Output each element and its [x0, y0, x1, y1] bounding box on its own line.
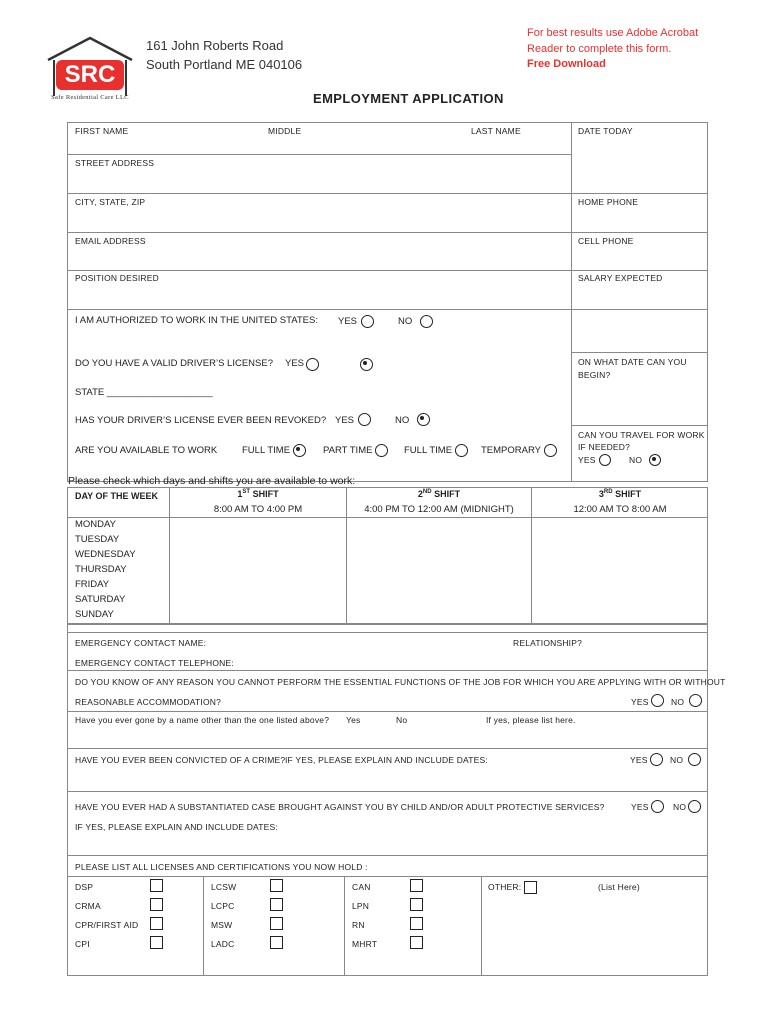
city-state-zip-field[interactable]	[72, 209, 567, 229]
crime-yes-radio[interactable]	[650, 753, 663, 766]
licenses-title: PLEASE LIST ALL LICENSES AND CERTIFICATIONS YOU NOW HOLD :	[75, 862, 368, 872]
license-checkbox[interactable]	[270, 879, 283, 892]
cell-phone-field[interactable]	[575, 248, 705, 268]
emergency-contact-phone-field[interactable]	[230, 655, 700, 669]
home-phone-field[interactable]	[575, 209, 705, 229]
protective-yes-radio[interactable]	[651, 800, 664, 813]
license-yes-radio[interactable]	[306, 358, 319, 371]
revoked-question: HAS YOUR DRIVER’S LICENSE EVER BEEN REVOKED?	[75, 415, 327, 426]
other-name-list-label: If yes, please list here.	[486, 715, 576, 725]
protective-no-label: NO	[673, 802, 687, 812]
authorized-no-label: NO	[398, 316, 413, 327]
license-no-radio[interactable]	[360, 358, 373, 371]
shift-availability-cell[interactable]	[170, 594, 344, 608]
shift-availability-cell[interactable]	[170, 519, 344, 533]
shift-3-time: 12:00 AM TO 8:00 AM	[573, 504, 667, 515]
other-license-field[interactable]	[488, 898, 704, 972]
shift-availability-cell[interactable]	[532, 519, 706, 533]
authorized-question: I AM AUTHORIZED TO WORK IN THE UNITED STATES:	[75, 315, 318, 326]
email-address-field[interactable]	[72, 248, 567, 268]
revoked-no-label: NO	[395, 415, 410, 426]
list-here-label: (List Here)	[598, 882, 640, 892]
authorized-yes-radio[interactable]	[361, 315, 374, 328]
license-label: DSP	[75, 882, 94, 892]
revoked-yes-radio[interactable]	[358, 413, 371, 426]
other-license-checkbox[interactable]	[524, 881, 537, 894]
shift-availability-cell[interactable]	[170, 564, 344, 578]
emergency-contact-phone-label: EMERGENCY CONTACT TELEPHONE:	[75, 658, 234, 668]
license-checkbox[interactable]	[270, 936, 283, 949]
notice-line-2: Reader to complete this form.	[527, 43, 672, 55]
license-label: CPI	[75, 939, 90, 949]
available-temporary-label: TEMPORARY	[481, 445, 542, 456]
day-of-week-header: DAY OF THE WEEK	[75, 491, 159, 501]
day-label: THURSDAY	[75, 564, 127, 575]
shift-availability-cell[interactable]	[347, 549, 529, 563]
shift-availability-cell[interactable]	[347, 579, 529, 593]
license-checkbox[interactable]	[410, 898, 423, 911]
protective-explain-label: IF YES, PLEASE EXPLAIN AND INCLUDE DATES:	[75, 822, 278, 832]
first-name-label: FIRST NAME	[75, 126, 129, 136]
other-license-label: OTHER:	[488, 882, 522, 892]
reason-question-line-1: DO YOU KNOW OF ANY REASON YOU CANNOT PERFORM THE ESSENTIAL FUNCTIONS OF THE JOB FOR WHICH YOU ARE APPLYING WITH OR WITHOUT	[75, 677, 726, 687]
license-checkbox[interactable]	[410, 936, 423, 949]
street-address-label: STREET ADDRESS	[75, 158, 155, 168]
license-checkbox[interactable]	[410, 879, 423, 892]
shift-availability-cell[interactable]	[170, 609, 344, 623]
shift-3-name: 3RD SHIFT	[598, 489, 642, 499]
shifts-intro: Please check which days and shifts you are available to work:	[68, 475, 356, 487]
protective-explain-field[interactable]	[72, 834, 702, 852]
shift-availability-cell[interactable]	[347, 519, 529, 533]
last-name-label: LAST NAME	[471, 126, 521, 136]
start-date-field[interactable]	[575, 382, 705, 422]
position-desired-field[interactable]	[72, 285, 567, 305]
middle-label: MIDDLE	[268, 126, 302, 136]
shift-availability-cell[interactable]	[170, 549, 344, 563]
license-question: DO YOU HAVE A VALID DRIVER’S LICENSE?	[75, 358, 273, 369]
license-label: MHRT	[352, 939, 378, 949]
license-yes-label: YES	[285, 358, 305, 369]
salary-expected-label: SALARY EXPECTED	[578, 273, 663, 283]
shift-availability-cell[interactable]	[532, 594, 706, 608]
other-name-field[interactable]	[72, 728, 702, 746]
shift-availability-cell[interactable]	[347, 594, 529, 608]
other-name-yes[interactable]: Yes	[346, 715, 361, 725]
shift-availability-cell[interactable]	[532, 564, 706, 578]
crime-yes-label: YES	[630, 755, 648, 765]
shift-availability-cell[interactable]	[347, 534, 529, 548]
protective-yes-label: YES	[631, 802, 649, 812]
day-label: SUNDAY	[75, 609, 114, 620]
date-today-field[interactable]	[575, 138, 705, 188]
available-full-time-label: FULL TIME	[242, 445, 291, 456]
travel-no-label: NO	[629, 455, 643, 465]
shift-1-time: 8:00 AM TO 4:00 PM	[213, 504, 303, 515]
protective-no-radio[interactable]	[688, 800, 701, 813]
shift-availability-cell[interactable]	[532, 579, 706, 593]
shift-2-name: 2ND SHIFT	[417, 489, 461, 499]
license-label: LCPC	[211, 901, 235, 911]
license-checkbox[interactable]	[410, 917, 423, 930]
crime-explain-field[interactable]	[72, 768, 702, 788]
home-phone-label: HOME PHONE	[578, 197, 639, 207]
license-label: MSW	[211, 920, 233, 930]
reason-no-radio[interactable]	[689, 694, 702, 707]
relationship-label: RELATIONSHIP?	[513, 638, 583, 648]
license-checkbox[interactable]	[150, 917, 163, 930]
address-line-1: 161 John Roberts Road	[146, 38, 284, 53]
revoked-yes-label: YES	[335, 415, 355, 426]
logo	[40, 34, 140, 106]
protective-question: HAVE YOU EVER HAD A SUBSTANTIATED CASE BROUGHT AGAINST YOU BY CHILD AND/OR ADULT PROTECTIVE SERVICES?	[75, 802, 605, 812]
start-date-label-1: ON WHAT DATE CAN YOU	[578, 357, 687, 367]
license-label: RN	[352, 920, 365, 930]
license-label: CAN	[352, 882, 371, 892]
shift-availability-cell[interactable]	[532, 609, 706, 623]
license-label: LPN	[352, 901, 370, 911]
logo-caption: Safe Residential Care LLC	[51, 94, 129, 101]
day-label: TUESDAY	[75, 534, 120, 545]
available-full-time-radio[interactable]	[293, 444, 306, 457]
license-label: LCSW	[211, 882, 237, 892]
license-checkbox[interactable]	[150, 879, 163, 892]
shift-availability-cell[interactable]	[347, 609, 529, 623]
free-download-link[interactable]: Free Download	[527, 58, 606, 70]
available-full-time-2-label: FULL TIME	[404, 445, 453, 456]
travel-yes-radio[interactable]	[599, 454, 611, 466]
authorized-yes-label: YES	[338, 316, 358, 327]
crime-no-radio[interactable]	[688, 753, 701, 766]
license-label: CPR/FIRST AID	[75, 920, 139, 930]
email-address-label: EMAIL ADDRESS	[75, 236, 146, 246]
date-today-label: DATE TODAY	[578, 126, 633, 136]
license-checkbox[interactable]	[150, 898, 163, 911]
cell-phone-label: CELL PHONE	[578, 236, 634, 246]
license-checkbox[interactable]	[270, 898, 283, 911]
logo-text: SRC	[64, 61, 116, 88]
reason-yes-radio[interactable]	[651, 694, 664, 707]
available-full-time-2-radio[interactable]	[455, 444, 468, 457]
other-name-no[interactable]: No	[396, 715, 408, 725]
reason-no-label: NO	[671, 697, 685, 707]
page-title: EMPLOYMENT APPLICATION	[313, 91, 504, 106]
salary-expected-field[interactable]	[575, 285, 705, 305]
license-checkbox[interactable]	[150, 936, 163, 949]
authorized-no-radio[interactable]	[420, 315, 433, 328]
crime-no-label: NO	[670, 755, 684, 765]
position-desired-label: POSITION DESIRED	[75, 273, 159, 283]
available-temporary-radio[interactable]	[544, 444, 557, 457]
shift-1-name: 1ST SHIFT	[237, 489, 279, 499]
travel-label-1: CAN YOU TRAVEL FOR WORK	[578, 430, 705, 440]
reason-yes-label: YES	[631, 697, 649, 707]
street-address-field[interactable]	[72, 170, 567, 190]
notice-line-1: For best results use Adobe Acrobat	[527, 27, 699, 39]
shift-2-time: 4:00 PM TO 12:00 AM (MIDNIGHT)	[364, 504, 514, 515]
shift-availability-cell[interactable]	[532, 534, 706, 548]
travel-no-radio[interactable]	[649, 454, 661, 466]
other-name-question: Have you ever gone by a name other than the one listed above?	[75, 715, 330, 725]
crime-question: HAVE YOU EVER BEEN CONVICTED OF A CRIME?	[75, 755, 286, 765]
day-label: FRIDAY	[75, 579, 110, 590]
start-date-label-2: BEGIN?	[578, 370, 611, 380]
shift-availability-cell[interactable]	[347, 564, 529, 578]
available-question: ARE YOU AVAILABLE TO WORK	[75, 445, 218, 456]
shift-availability-cell[interactable]	[170, 579, 344, 593]
day-label: SATURDAY	[75, 594, 126, 605]
available-part-time-label: PART TIME	[323, 445, 373, 456]
first-name-field[interactable]	[72, 138, 567, 152]
license-checkbox[interactable]	[270, 917, 283, 930]
license-label: LADC	[211, 939, 235, 949]
emergency-contact-name-field[interactable]	[205, 636, 505, 650]
shift-availability-cell[interactable]	[532, 549, 706, 563]
license-label: CRMA	[75, 901, 101, 911]
city-state-zip-label: CITY, STATE, ZIP	[75, 197, 146, 207]
travel-yes-label: YES	[578, 455, 596, 465]
day-label: MONDAY	[75, 519, 116, 530]
address-line-2: South Portland ME 040106	[146, 57, 303, 72]
revoked-no-radio[interactable]	[417, 413, 430, 426]
shift-availability-cell[interactable]	[170, 534, 344, 548]
available-part-time-radio[interactable]	[375, 444, 388, 457]
reason-question-line-2: REASONABLE ACCOMMODATION?	[75, 697, 222, 707]
license-state-field[interactable]: STATE ____________________	[75, 387, 213, 398]
day-label: WEDNESDAY	[75, 549, 136, 560]
crime-explain-label: IF YES, PLEASE EXPLAIN AND INCLUDE DATES:	[285, 755, 488, 765]
travel-label-2: IF NEEDED?	[578, 442, 631, 452]
emergency-contact-name-label: EMERGENCY CONTACT NAME:	[75, 638, 207, 648]
